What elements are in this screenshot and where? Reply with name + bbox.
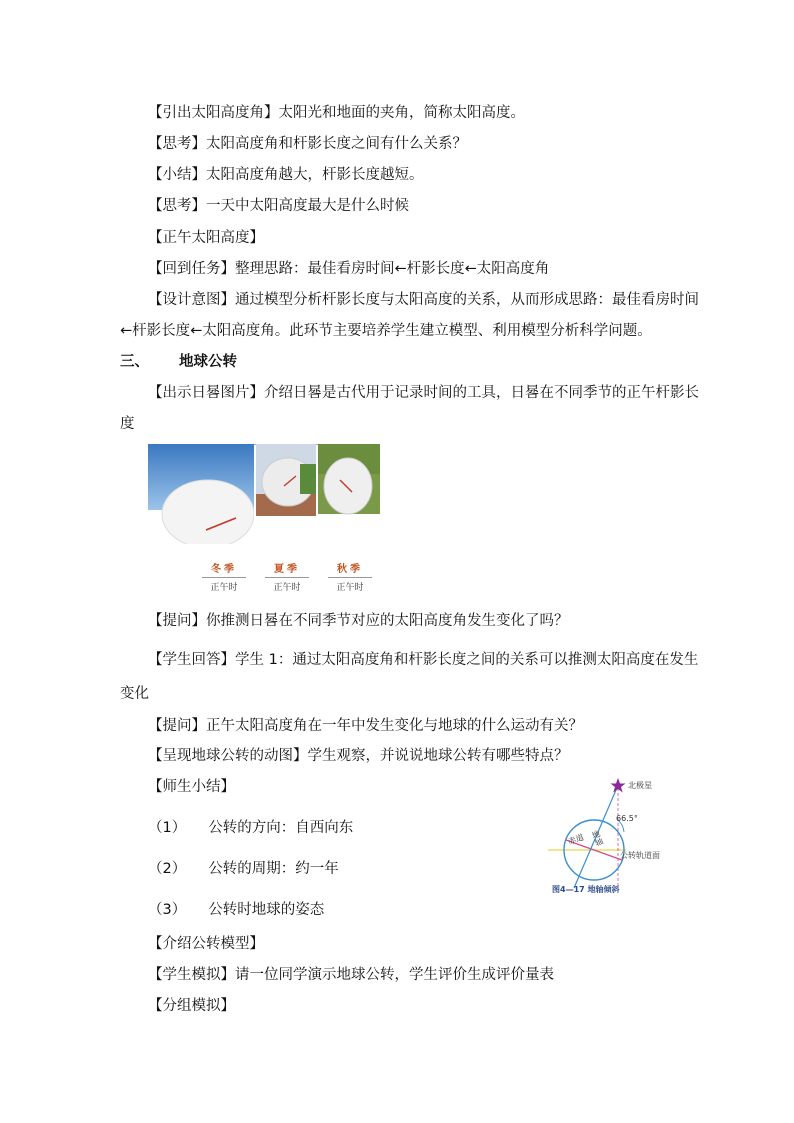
point-1-number: （1） <box>148 820 187 836</box>
sundial-intro-line-1: 【出示日晷图片】介绍日晷是古代用于记录时间的工具，日晷在不同季节的正午杆影长 <box>148 385 699 401</box>
question-2: 【提问】正午太阳高度角在一年中发生变化与地球的什么运动有关？ <box>148 718 583 734</box>
text-line-1: 【引出太阳高度角】太阳光和地面的夹角，简称太阳高度。 <box>148 105 525 121</box>
sundial-photos <box>148 444 380 598</box>
sundial-photo-summer <box>256 444 316 544</box>
orbit-plane-label: 公转轨道面 <box>620 851 660 860</box>
intro-model: 【介绍公转模型】 <box>148 936 264 952</box>
caption-autumn <box>328 560 372 593</box>
axis-label: 地轴 <box>590 828 605 848</box>
student-answer-line-1: 【学生回答】学生 1：通过太阳高度角和杆影长度之间的关系可以推测太阳高度在发生 <box>148 652 699 668</box>
equator-label: 赤道 <box>567 832 585 847</box>
student-simulation: 【学生模拟】请一位同学演示地球公转，学生评价生成评价量表 <box>148 967 554 983</box>
point-2-number: （2） <box>148 861 187 877</box>
caption-winter-season: 冬季 <box>211 564 237 575</box>
text-line-3: 【小结】太阳高度角越大，杆影长度越短。 <box>148 167 424 183</box>
point-2-text: 公转的周期：约一年 <box>208 861 339 877</box>
caption-autumn-season: 秋季 <box>337 564 363 575</box>
section-title: 地球公转 <box>179 354 237 370</box>
caption-winter-time: 正午时 <box>202 577 246 593</box>
text-line-2: 【思考】太阳高度角和杆影长度之间有什么关系？ <box>148 136 467 152</box>
diagram-caption: 图4—17 地轴倾斜 <box>552 885 620 894</box>
text-line-5: 【正午太阳高度】 <box>148 230 264 246</box>
point-2 <box>148 859 339 879</box>
caption-summer-season: 夏季 <box>274 564 300 575</box>
caption-autumn-time: 正午时 <box>328 577 372 593</box>
design-intent-line-1: 【设计意图】通过模型分析杆影长度与太阳高度的关系，从而形成思路：最佳看房时间 <box>148 292 699 308</box>
group-simulation: 【分组模拟】 <box>148 998 235 1014</box>
design-intent-line-2: ←杆影长度←太阳高度角。此环节主要培养学生建立模型、利用模型分析科学问题。 <box>120 323 652 339</box>
show-animation: 【呈现地球公转的动图】学生观察，并说说地球公转有哪些特点？ <box>148 748 569 764</box>
point-3-text: 公转时地球的姿态 <box>208 902 325 918</box>
section-number: 三、 <box>120 354 149 370</box>
text-line-4: 【思考】一天中太阳高度最大是什么时候 <box>148 198 409 214</box>
caption-summer <box>265 560 309 593</box>
sundial-photo-winter <box>148 444 254 544</box>
caption-summer-time: 正午时 <box>265 577 309 593</box>
point-1 <box>148 818 353 838</box>
sundial-photo-autumn <box>318 444 380 544</box>
point-3-number: （3） <box>148 902 187 918</box>
sundial-intro-line-2: 度 <box>120 416 135 432</box>
caption-winter <box>202 560 246 593</box>
text-line-6: 【回到任务】整理思路：最佳看房时间←杆影长度←太阳高度角 <box>148 261 550 277</box>
student-answer-line-2: 变化 <box>120 686 149 702</box>
summary-heading: 【师生小结】 <box>148 779 235 795</box>
section-heading <box>120 352 237 372</box>
point-3 <box>148 900 324 920</box>
polaris-label: 北极星 <box>628 781 652 790</box>
question-1: 【提问】你推测日晷在不同季节对应的太阳高度角发生变化了吗？ <box>148 613 569 629</box>
angle-label: 66.5° <box>616 814 638 823</box>
axial-tilt-diagram <box>544 776 674 896</box>
point-1-text: 公转的方向：自西向东 <box>208 820 354 836</box>
